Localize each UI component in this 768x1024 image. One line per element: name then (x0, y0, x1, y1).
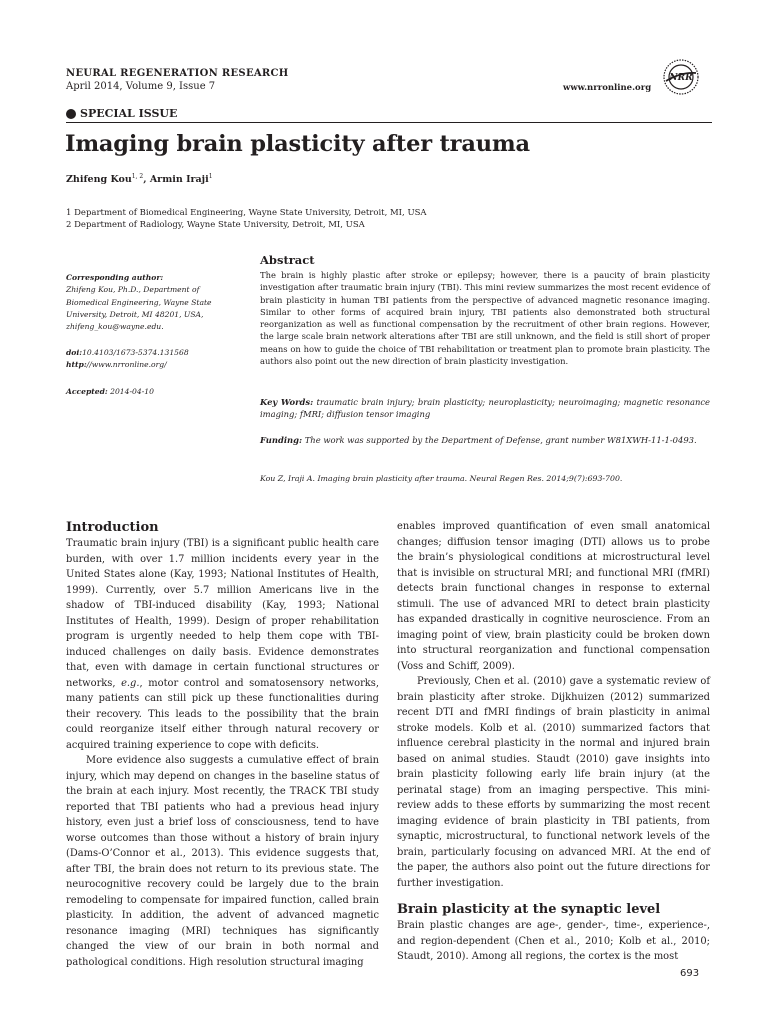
author-affiliation-sup: 1 (208, 173, 213, 180)
funding (260, 434, 710, 446)
author-list: Zhifeng Kou$^{1, 2}$, Armin Iraji$^1$ (66, 173, 213, 186)
author-name: Armin Iraji (149, 174, 209, 186)
keywords (260, 396, 710, 421)
citation: Kou Z, Iraji A. Imaging brain plasticity after trauma. Neural Regen Res. 2014;9(7):693-700. (260, 474, 623, 483)
accepted-value: 2014-04-10 (107, 387, 154, 396)
journal-website[interactable]: www.nrronline.org (563, 83, 652, 93)
paragraph-text: Traumatic brain injury (TBI) is a significant public health care burden, with over 1.7 million incidents every year in the United States alone (Kay, 1993; National Institutes of Health, 1999). Currently, over 5.7 million Americans live in the shadow of TBI-induced disability (Kay, 1993; National Institutes of Health, 1999). Design of proper rehabilitation program is urgently needed to help them cope with TBI-induced challenges on daily basis. Evidence demonstrates that, even with damage in certain functional structures or networks, (66, 538, 379, 689)
corresponding-line: Biomedical Engineering, Wayne State (66, 297, 212, 307)
affiliation-2: 2 Department of Radiology, Wayne State University, Detroit, MI, USA (66, 220, 365, 230)
paper-title: Imaging brain plasticity after trauma (65, 131, 530, 157)
funding-text: The work was supported by the Department of Defense, grant number W81XWH-11-1-0493. (302, 435, 697, 445)
section-label-text: SPECIAL ISSUE (80, 107, 178, 120)
doi-value[interactable]: 10.4103/1673-5374.131568 (82, 348, 189, 357)
section-label (66, 107, 177, 120)
paragraph-text: , motor control and somatosensory networks, many patients can still pick up these functionalities during their recovery. This leads to the possibility that the brain could reorganize itself either through natural recovery or acquired training experience to cope with deficits. (66, 677, 380, 751)
intro-heading: Introduction (66, 520, 159, 535)
corresponding-author (66, 272, 244, 333)
logo-text: NRR (669, 73, 693, 83)
body-column-right (397, 519, 710, 965)
body-paragraph: enables improved quantification of even small anatomical changes; diffusion tensor imaging (DTI) allows us to probe the brain’s physiological conditions at microstructural level that is invisible on structural MRI; and functional MRI (fMRI) detects brain functional changes in response to external stimuli. The use of advanced MRI to detect brain plasticity has expanded drastically in cognitive neuroscience. From an imaging point of view, brain plasticity could be broken down into structural reorganization and functional compensation (Voss and Schiff, 2009). (397, 521, 710, 672)
accepted-info (66, 386, 244, 398)
abstract-heading: Abstract (260, 253, 315, 267)
body-paragraph (66, 536, 379, 753)
http-label: http: (66, 360, 87, 370)
corresponding-line: University, Detroit, MI 48201, USA, (66, 309, 204, 319)
page-number: 693 (680, 968, 700, 979)
doi-info (66, 347, 244, 372)
keywords-text: traumatic brain injury; brain plasticity; neuroplasticity; neuroimaging; magnetic resonance imaging; fMRI; diffusion tensor imaging (260, 397, 710, 420)
funding-label: Funding: (260, 435, 303, 445)
doi-label: doi: (66, 348, 83, 357)
body-paragraph: Brain plastic changes are age-, gender-, time-, experience-, and region-dependent (Chen et al., 2010; Kolb et al., 2010; Staudt, 2010). Among all regions, the cortex is the most (397, 920, 710, 962)
http-value[interactable]: //www.nrronline.org/ (86, 360, 167, 370)
author-name: Zhifeng Kou (66, 174, 132, 186)
paragraph-text: e.g. (121, 677, 140, 689)
corresponding-email[interactable]: zhifeng_kou@wayne.edu. (66, 322, 164, 332)
journal-issue: April 2014, Volume 9, Issue 7 (66, 81, 216, 92)
keywords-label: Key Words: (260, 397, 314, 407)
affiliation-1: 1 Department of Biomedical Engineering, Wayne State University, Detroit, MI, USA (66, 208, 427, 218)
journal-name: NEURAL REGENERATION RESEARCH (66, 68, 289, 79)
nrr-logo-icon (662, 58, 700, 96)
body-column-left (66, 519, 379, 970)
corresponding-line: Zhifeng Kou, Ph.D., Department of (66, 285, 200, 295)
body-paragraph: More evidence also suggests a cumulative effect of brain injury, which may depend on changes in the baseline status of the brain at each injury. Most recently, the TRACK TBI study reported that TBI patients who had a previous head injury history, even just a brief loss of consciousness, tend to have worse outcomes than those without a history of brain injury (Dams-O’Connor et al., 2013). This evidence suggests that, after TBI, the brain does not return to its previous state. The neurocognitive recovery could be largely due to the brain remodeling to compensate for impaired function, called brain plasticity. In addition, the advent of advanced magnetic resonance imaging (MRI) techniques has significantly changed the view of our brain in both normal and pathological conditions. High resolution structural imaging (66, 755, 379, 968)
abstract-text: The brain is highly plastic after stroke or epilepsy; however, there is a paucity of brain plasticity investigation after traumatic brain injury (TBI). This mini review summarizes the most recent evidence of brain plasticity in human TBI patients from the perspective of advanced magnetic resonance imaging. Similar to other forms of acquired brain injury, TBI patients also demonstrated both structural reorganization as well as functional compensation by the recruitment of other brain regions. However, the large scale brain network alterations after TBI are still unknown, and the field is still short of proper means on how to guide the choice of TBI rehabilitation or treatment plan to promote brain plasticity. The authors also point out the new direction of brain plasticity investigation. (260, 270, 710, 367)
body-paragraph: Previously, Chen et al. (2010) gave a systematic review of brain plasticity after stroke. Dijkhuizen (2012) summarized recent DTI and fMRI findings of brain plasticity in animal stroke models. Kolb et al. (2010) summarized factors that influence cerebral plasticity in the normal and injured brain based on animal studies. Staudt (2010) gave insights into brain plasticity following early life brain injury (at the perinatal stage) from an imaging perspective. This mini-review adds to these efforts by summarizing the most recent imaging evidence of brain plasticity in TBI patients, from synaptic, microstructural, to functional network levels of the brain, particularly focusing on advanced MRI. At the end of the paper, the authors also point out the future directions for further investigation. (397, 676, 710, 889)
accepted-label: Accepted: (66, 387, 108, 396)
author-affiliation-sup: 1, 2 (131, 173, 144, 180)
corresponding-label: Corresponding author: (66, 273, 164, 282)
synaptic-heading: Brain plasticity at the synaptic level (397, 902, 661, 917)
section-divider (66, 122, 712, 123)
bullet-icon (66, 109, 76, 119)
